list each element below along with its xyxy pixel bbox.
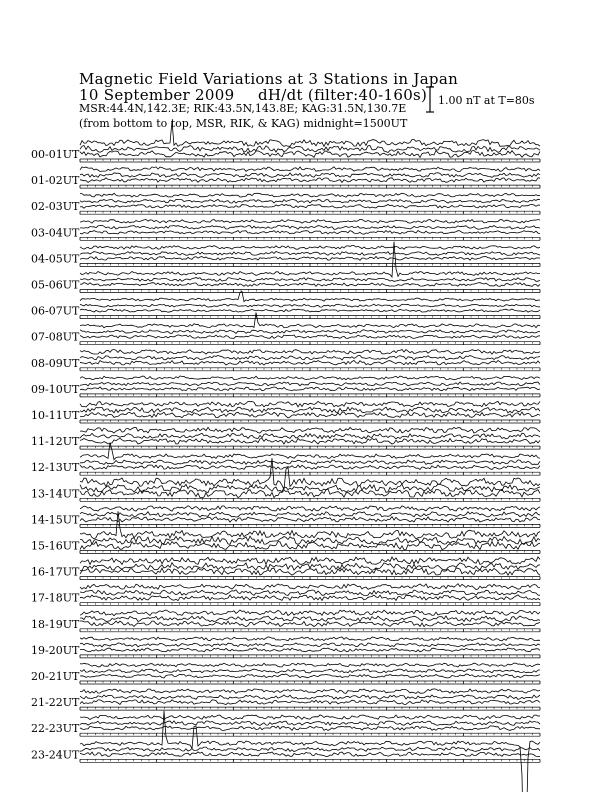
trace-KAG: [80, 193, 540, 197]
trace-KAG: [80, 376, 540, 380]
row-17-18UT: [31, 584, 540, 606]
row-label: 17-18UT: [31, 591, 80, 605]
row-09-10UT: [31, 376, 540, 397]
trace-KAG: [80, 167, 540, 172]
trace-RIK: [80, 330, 540, 334]
trace-RIK: [80, 278, 540, 282]
row-label: 16-17UT: [31, 565, 80, 579]
row-label: 14-15UT: [31, 513, 80, 527]
row-label: 13-14UT: [31, 487, 80, 501]
trace-KAG: [80, 121, 540, 146]
trace-MSR: [80, 231, 540, 235]
trace-RIK: [80, 433, 540, 439]
row-00-01UT: [31, 121, 540, 162]
trace-RIK: [80, 382, 540, 386]
row-label: 12-13UT: [31, 461, 80, 475]
trace-KAG: [80, 610, 540, 616]
trace-MSR: [80, 621, 540, 627]
trace-KAG: [80, 427, 540, 433]
row-06-07UT: [31, 292, 540, 319]
trace-MSR: [80, 542, 540, 550]
trace-RIK: [80, 721, 540, 726]
trace-RIK: [80, 563, 540, 571]
trace-MSR: [80, 361, 540, 366]
row-13-14UT: [31, 458, 540, 501]
row-label: 05-06UT: [31, 278, 80, 292]
trace-MSR: [80, 204, 540, 208]
row-04-05UT: [31, 246, 540, 267]
row-label: 01-02UT: [31, 174, 80, 188]
trace-KAG: [80, 689, 540, 694]
trace-MSR: [80, 151, 540, 158]
row-01-02UT: [31, 167, 540, 188]
row-label: 21-22UT: [31, 696, 80, 710]
trace-KAG: [80, 506, 540, 511]
station-order-note: (from bottom to top, MSR, RIK, & KAG) midnight=1500UT: [79, 117, 408, 130]
trace-KAG: [80, 443, 540, 460]
trace-RIK: [80, 225, 540, 229]
trace-MSR: [80, 178, 540, 183]
trace-MSR: [80, 674, 540, 678]
trace-RIK: [80, 747, 540, 752]
trace-RIK: [80, 173, 540, 178]
trace-RIK: [80, 643, 540, 647]
trace-KAG: [80, 246, 540, 250]
row-label: 19-20UT: [31, 643, 80, 657]
row-14-15UT: [31, 506, 540, 528]
trace-RIK: [80, 590, 540, 596]
trace-MSR: [80, 335, 540, 339]
row-18-19UT: [31, 610, 540, 632]
row-label: 20-21UT: [31, 670, 80, 683]
trace-MSR: [80, 568, 540, 575]
row-08-09UT: [31, 350, 540, 371]
trace-RIK: [80, 669, 540, 673]
trace-MSR: [80, 489, 540, 498]
trace-MSR: [80, 387, 540, 391]
trace-RIK: [80, 460, 540, 465]
trace-MSR: [80, 438, 540, 444]
row-16-17UT: [31, 557, 540, 580]
trace-KAG: [80, 663, 540, 667]
date-label: 10 September 2009: [79, 86, 235, 104]
trace-KAG: [80, 313, 540, 328]
trace-RIK: [80, 616, 540, 622]
trace-MSR: [80, 726, 540, 731]
trace-MSR: [80, 412, 540, 418]
trace-MSR: [80, 257, 540, 261]
row-label: 07-08UT: [31, 330, 80, 344]
trace-MSR: [80, 517, 540, 523]
trace-MSR: [80, 309, 540, 312]
trace-RIK: [80, 407, 540, 413]
row-02-03UT: [31, 193, 540, 214]
row-label: 22-23UT: [31, 722, 80, 736]
trace-RIK: [80, 512, 540, 518]
trace-RIK: [80, 355, 540, 360]
row-label: 23-24UT: [31, 748, 80, 762]
row-05-06UT: [31, 242, 540, 293]
row-03-04UT: [31, 219, 540, 240]
row-10-11UT: [31, 401, 540, 423]
trace-RIK: [80, 304, 540, 307]
trace-KAG: [80, 350, 540, 355]
row-label: 11-12UT: [31, 435, 80, 449]
trace-KAG: [80, 219, 540, 223]
scale-bar-label: 1.00 nT at T=80s: [438, 94, 535, 107]
row-11-12UT: [31, 427, 540, 449]
row-22-23UT: [31, 715, 540, 736]
trace-KAG: [80, 637, 540, 641]
chart-title: Magnetic Field Variations at 3 Stations in Japan: [79, 70, 459, 88]
row-label: 02-03UT: [31, 200, 80, 214]
row-label: 10-11UT: [31, 409, 80, 422]
trace-KAG: [80, 557, 540, 565]
row-label: 15-16UT: [31, 539, 80, 553]
trace-RIK: [80, 146, 540, 153]
trace-KAG: [80, 715, 540, 720]
row-21-22UT: [31, 689, 540, 710]
trace-RIK: [80, 252, 540, 256]
row-label: 04-05UT: [31, 252, 80, 266]
row-19-20UT: [31, 637, 540, 658]
trace-RIK: [80, 199, 540, 203]
trace-RIK: [80, 695, 540, 700]
trace-MSR: [80, 283, 540, 287]
row-label: 09-10UT: [31, 382, 80, 396]
trace-KAG: [80, 584, 540, 590]
scale-bar: [426, 87, 434, 112]
trace-MSR: [80, 700, 540, 705]
row-label: 18-19UT: [31, 617, 80, 631]
row-label: 03-04UT: [31, 226, 80, 240]
trace-MSR: [80, 752, 540, 757]
trace-KAG: [80, 401, 540, 407]
row-20-21UT: [31, 663, 540, 684]
trace-KAG: [80, 292, 540, 302]
filter-label: dH/dt (filter:40-160s): [258, 86, 428, 104]
trace-MSR: [80, 465, 540, 470]
trace-MSR: [80, 595, 540, 601]
row-label: 06-07UT: [31, 304, 80, 318]
station-coords: MSR:44.4N,142.3E; RIK:43.5N,143.8E; KAG:31.5N,130.7E: [79, 102, 407, 115]
row-label: 08-09UT: [31, 356, 80, 370]
row-label: 00-01UT: [31, 148, 80, 161]
trace-MSR: [80, 648, 540, 652]
